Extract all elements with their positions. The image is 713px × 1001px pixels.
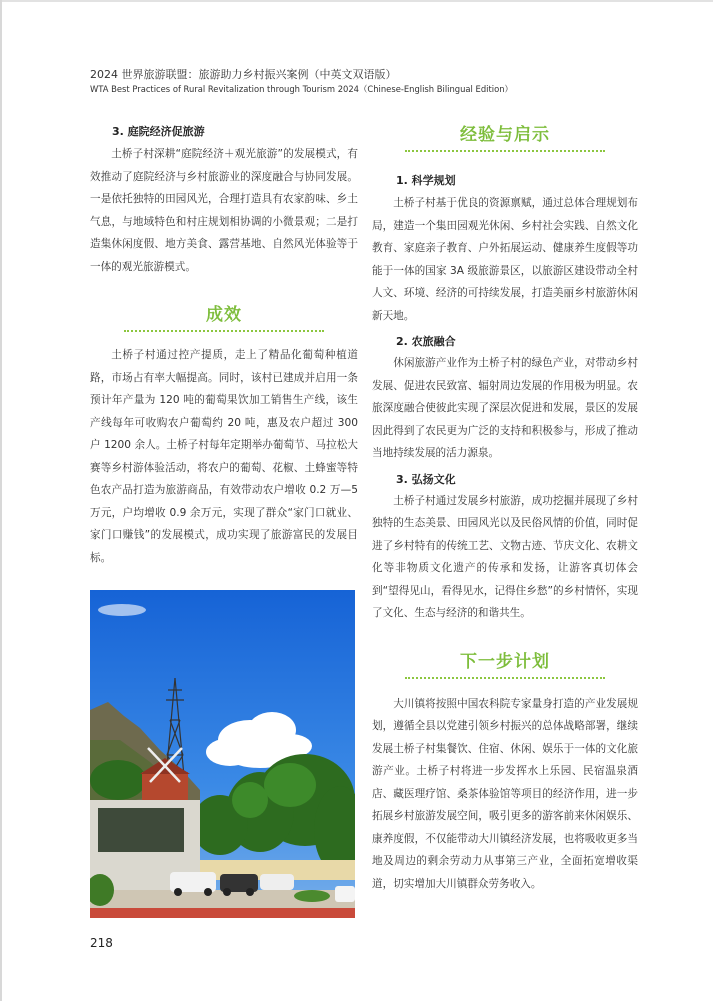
paragraph-results: 土桥子村通过控产提质，走上了精品化葡萄种植道路，市场占有率大幅提高。同时，该村已建成并启用一条预计年产量为 120 吨的葡萄果饮加工销售生产线，该生产线每年可收购农户葡萄约 20 吨，惠及农户超过 300 户 1200 余人。土桥子村每年定期举办葡萄节、马拉松大赛等乡村游体验活动，将农户的葡萄、花椒、土蜂蜜等特色农产品打造为旅游商品，有效带动农户增收 0.2 万—5 万元，户均增收 0.9 余万元，实现了群众“家门口就业、家门口赚钱”的发展模式，成功实现了旅游富民的发展目标。	[90, 349, 358, 564]
paragraph-culture: 土桥子村通过发展乡村旅游，成功挖掘并展现了乡村独特的生态美景、田园风光以及民俗风情的价值，同时促进了乡村特有的传统工艺、文物古迹、节庆文化、农耕文化等非物质文化遗产的传承和发扬，让游客真切体会到“望得见山，看得见水，记得住乡愁”的乡村情怀，实现了文化、生态与经济的和谐共生。	[372, 494, 638, 619]
section-title-results: 成效	[206, 305, 242, 325]
section-header-next-steps	[372, 647, 638, 679]
running-header	[90, 68, 670, 95]
subsection-title-agritourism: 2. 农旅融合	[396, 335, 456, 348]
section-header-results	[90, 300, 358, 332]
section-title-next-steps: 下一步计划	[460, 651, 550, 672]
subsection-title-planning: 1. 科学规划	[396, 174, 456, 187]
left-column	[90, 116, 358, 569]
header-title-en: WTA Best Practices of Rural Revitalization through Tourism 2024（Chinese-English Bilingual Edition）	[90, 84, 513, 94]
page-edge-top	[0, 0, 713, 2]
page-number: 218	[90, 936, 113, 950]
paragraph-planning: 土桥子村基于优良的资源禀赋，通过总体合理规划布局，建造一个集田园观光休闲、乡村社会实践、自然文化教育、家庭亲子教育、户外拓展运动、健康养生度假等功能于一体的国家 3A 级旅游景区，以旅游区建设带动全村人文、环境、经济的可持续发展，打造美丽乡村旅游休闲新天地。	[372, 197, 638, 322]
page-edge-left	[0, 0, 2, 1001]
village-photo-image	[90, 590, 355, 918]
dotted-divider	[405, 150, 605, 152]
village-photo	[90, 590, 355, 918]
header-title-cn: 2024 世界旅游联盟：旅游助力乡村振兴案例（中英文双语版）	[90, 68, 397, 81]
right-column	[372, 116, 638, 895]
paragraph-next-steps: 大川镇将按照中国农科院专家量身打造的产业发展规划，遵循全县以党建引领乡村振兴的总体战略部署，继续发展土桥子村集餐饮、住宿、休闲、娱乐于一体的文化旅游产业。土桥子村将进一步发挥水上乐园、民宿温泉酒店、藏医理疗馆、桑茶体验馆等项目的经济作用，进一步拓展乡村旅游发展空间，吸引更多的游客前来休闲娱乐、康养度假，不仅能带动大川镇经济发展，也将吸收更多当地及周边的剩余劳动力从事第三产业，全面拓宽增收渠道，切实增加大川镇群众劳务收入。	[372, 697, 638, 890]
subsection-title-culture: 3. 弘扬文化	[396, 472, 456, 486]
paragraph-agritourism: 休闲旅游产业作为土桥子村的绿色产业，对带动乡村发展、促进农民致富、辐射周边发展的作用极为明显。农旅深度融合使彼此实现了深层次促进和发展，景区的发展因此得到了农民更为广泛的支持和积极参与，形成了推动当地持续发展的活力源泉。	[372, 357, 638, 459]
dotted-divider	[405, 677, 605, 679]
section-title-experience: 经验与启示	[460, 125, 550, 145]
paragraph-courtyard: 土桥子村深耕“庭院经济＋观光旅游”的发展模式，有效推动了庭院经济与乡村旅游业的深度融合与协同发展。一是依托独特的田园风光，合理打造具有农家韵味、乡土气息，与地域特色和村庄规划相协调的小微景观；二是打造集休闲度假、地方美食、露营基地、自然风光体验等于一体的观光旅游模式。	[90, 148, 358, 273]
section-header-experience	[372, 120, 638, 152]
subsection-title-courtyard: 3. 庭院经济促旅游	[112, 125, 205, 138]
dotted-divider	[124, 330, 324, 332]
